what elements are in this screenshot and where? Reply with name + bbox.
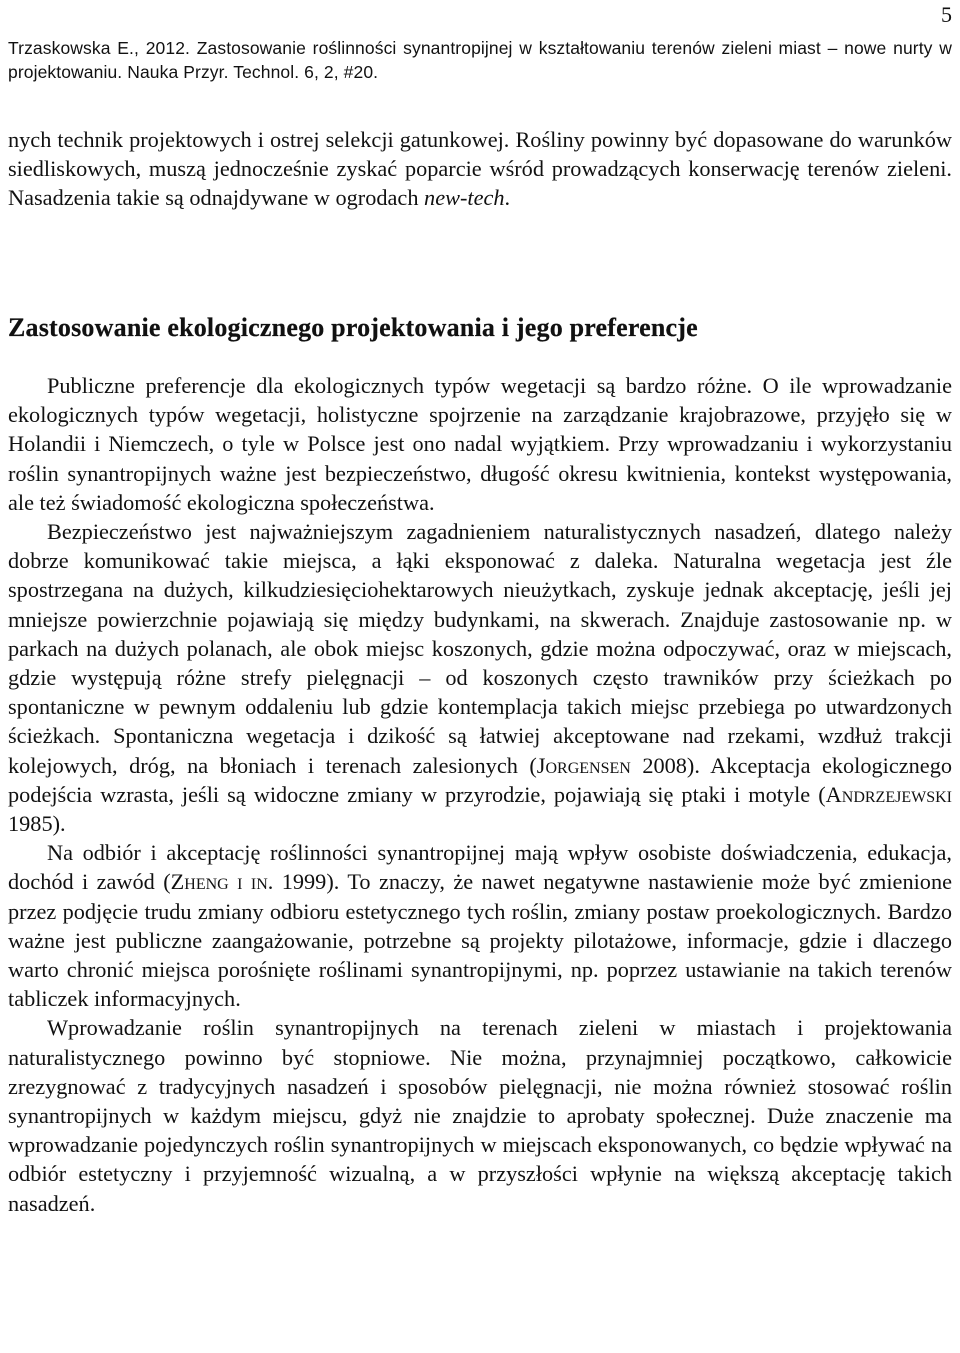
section-title: Zastosowanie ekologicznego projektowania i jego preferencje [8, 313, 698, 342]
p2-text-c: 1985). [8, 811, 66, 837]
page-number: 5 [941, 2, 952, 27]
paragraph-2 [8, 517, 952, 838]
paragraph-4: Wprowadzanie roślin synantropijnych na terenach zieleni w miastach i projektowania naturalistycznego powinno być stopniowe. Nie można, przynajmniej początkowo, całkowicie zrezygnować z tradycyjnych nasadzeń i sposobów pielęgnacji, nie można również stosować roślin synantropijnych w każdym miejscu, gdyż nie znajdzie to aprobaty społecznej. Duże znaczenie ma wprowadzanie pojedynczych roślin synantropijnych w miejscach eksponowanych, co będzie wpływać na odbiór estetyczny i przyjemność wizualną, a w przyszłości wpłynie na większą akceptację takich nasadzeń. [8, 1015, 952, 1216]
running-header: Trzaskowska E., 2012. Zastosowanie roślinności synantropijnej w kształtowaniu terenów zieleni miast – nowe nurty w projektowaniu. Nauka Przyr. Technol. 6, 2, #20. [8, 38, 952, 82]
section-body [8, 371, 952, 1218]
intro-text-a: nych technik projektowych i ostrej selekcji gatunkowej. Rośliny powinny być dopasowane do warunków siedliskowych, muszą jednocześnie zyskać poparcie wśród prowadzących konserwację terenów zieleni. Nasadzenia takie są odnajdywane w ogrodach [8, 127, 952, 211]
paragraph-3 [8, 838, 952, 1013]
intro-emphasis: new-tech [424, 185, 505, 211]
intro-text-b: . [504, 185, 511, 211]
p3-text-a: Na odbiór i akceptację roślinności synantropijnej mają wpływ osobiste doświadczenia, edukacja, dochód i zawód ( [8, 840, 952, 895]
p3-text-b: 1999). To znaczy, że nawet negatywne nastawienie może być zmienione przez podjęcie trudu zmiany odbioru estetycznego tych roślin, zmiany postaw proekologicznych. Bardzo ważne jest publiczne zaangażowanie, potrzebne są projekty pilotażowe, informacje, gdzie i dlaczego warto chronić miejsca porośnięte roślinami synantropijnymi, np. poprzez ustawianie na takich terenów tabliczek informacyjnych. [8, 869, 952, 1012]
p2-text-b: 2008). Akceptacja ekologicznego podejścia wzrasta, jeśli są widoczne zmiany w przyrodzie, pojawiają się ptaki i motyle ( [8, 752, 952, 807]
citation-zheng: Zheng i in. [170, 869, 274, 895]
paragraph-1: Publiczne preferencje dla ekologicznych typów wegetacji są bardzo różne. O ile wprowadzanie ekologicznych typów wegetacji, holistyczne spojrzenie na zarządzanie krajobrazowe, przyjęło się w Holandii i Niemczech, o tyle w Polsce jest ono nadal wyjątkiem. Przy wprowadzaniu i wykorzystaniu roślin synantropijnych ważne jest bezpieczeństwo, długość okresu kwitnienia, kontekst występowania, ale też świadomość ekologiczna społeczeństwa. [8, 373, 952, 515]
citation-jorgensen: Jorgensen [536, 752, 631, 778]
citation-andrzejewski: Andrzejewski [825, 781, 952, 807]
intro-paragraph [8, 125, 952, 213]
p2-text-a: Bezpieczeństwo jest najważniejszym zagadnieniem naturalistycznych nasadzeń, dlatego należy dobrze komunikować takie miejsca, a łąki eksponować z daleka. Naturalna wegetacja jest źle spostrzegana na dużych, kilkudziesięciohektarowych nieużytkach, zyskuje jednak akceptację, jeśli jej mniejsze powierzchnie pojawiają się między budynkami, na skwerach. Znajduje zastosowanie np. w parkach na dużych polanach, ale obok miejsc koszonych, gdzie można odpoczywać, oraz w miejscach, gdzie występują różne strefy pielęgnacji – od koszonych często trawników przy ścieżkach po spontaniczne w pewnym oddaleniu lub gdzie kontemplacja takich miejsc przebiega po utwardzonych ścieżkach. Spontaniczna wegetacja i dzikość są łatwiej akceptowane nad rzekami, wzdłuż trakcji kolejowych, dróg, na błoniach i terenach zalesionych ( [8, 519, 952, 778]
intro-text [8, 125, 952, 213]
